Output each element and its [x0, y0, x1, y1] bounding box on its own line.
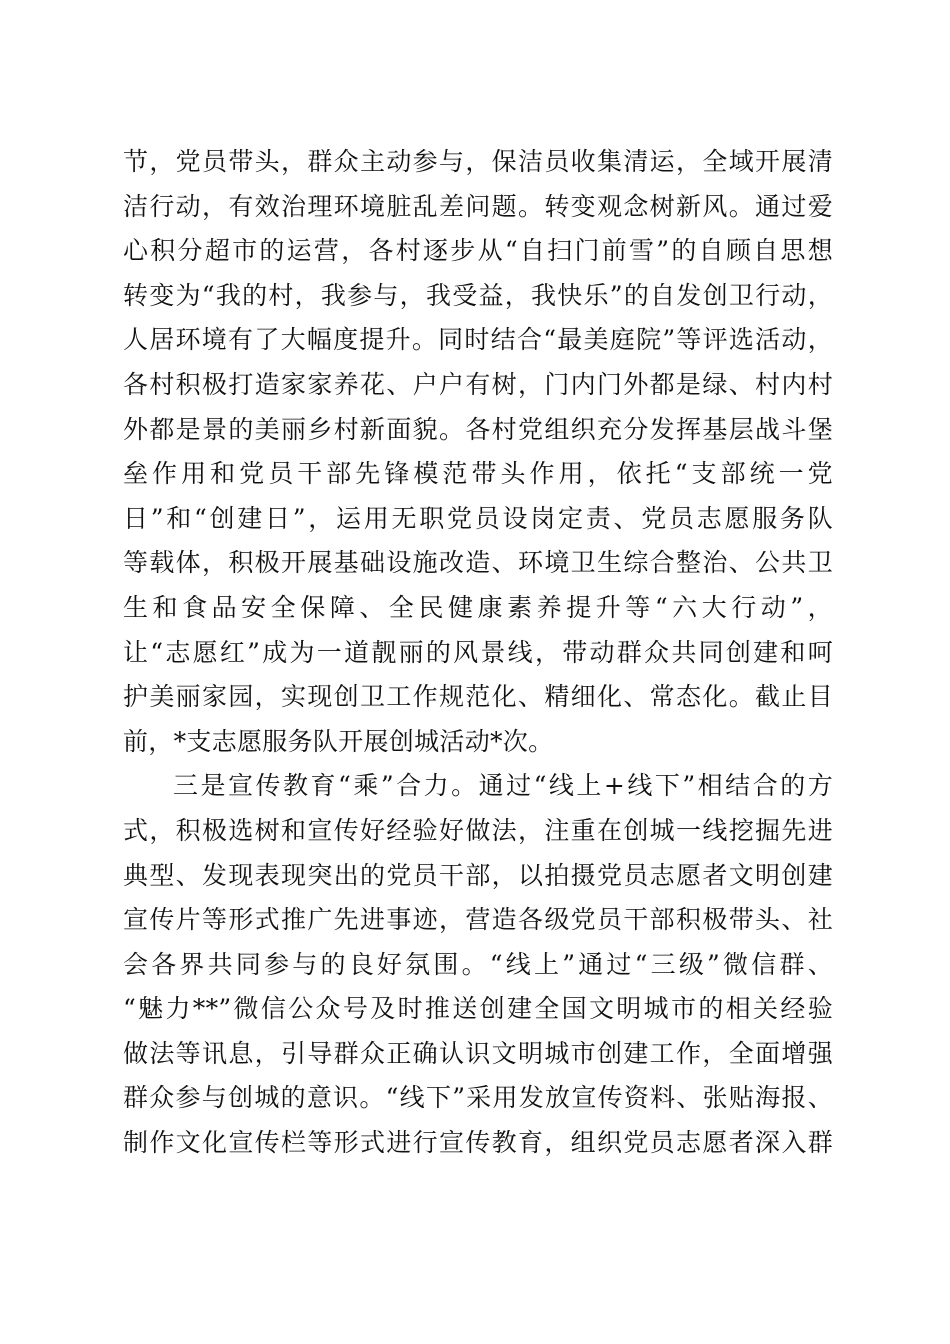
text-line: 三是宣传教育“乘”合力。通过“线上+线下”相结合的方	[173, 771, 833, 801]
text-line: 等载体，积极开展基础设施改造、环境卫生综合整治、公共卫	[123, 548, 833, 578]
text-line: 垒作用和党员干部先锋模范带头作用，依托“支部统一党	[123, 459, 833, 489]
text-line: 外都是景的美丽乡村新面貌。各村党组织充分发挥基层战斗堡	[123, 414, 833, 444]
text-line: 护美丽家园，实现创卫工作规范化、精细化、常态化。截止目	[123, 682, 833, 712]
text-line: “魅力**”微信公众号及时推送创建全国文明城市的相关经验	[123, 994, 833, 1024]
paragraph-1	[123, 140, 833, 764]
text-line: 宣传片等形式推广先进事迹，营造各级党员干部积极带头、社	[123, 905, 833, 935]
text-line: 转变为“我的村，我参与，我受益，我快乐”的自发创卫行动，	[123, 280, 833, 310]
text-line: 会各界共同参与的良好氛围。“线上”通过“三级”微信群、	[123, 949, 833, 979]
text-line: 群众参与创城的意识。“线下”采用发放宣传资料、张贴海报、	[123, 1083, 833, 1113]
text-line: 人居环境有了大幅度提升。同时结合“最美庭院”等评选活动，	[123, 325, 833, 355]
text-line: 心积分超市的运营，各村逐步从“自扫门前雪”的自顾自思想	[123, 236, 833, 266]
body-text	[123, 140, 833, 1166]
text-line: 各村积极打造家家养花、户户有树，门内门外都是绿、村内村	[123, 369, 833, 399]
text-line: 洁行动，有效治理环境脏乱差问题。转变观念树新风。通过爱	[123, 191, 833, 221]
text-line: 典型、发现表现突出的党员干部，以拍摄党员志愿者文明创建	[123, 860, 833, 890]
paragraph-2	[123, 764, 833, 1165]
text-line: 做法等讯息，引导群众正确认识文明城市创建工作，全面增强	[123, 1038, 833, 1068]
text-line: 式，积极选树和宣传好经验好做法，注重在创城一线挖掘先进	[123, 815, 833, 845]
text-line: 前，*支志愿服务队开展创城活动*次。	[123, 726, 554, 756]
text-line: 日”和“创建日”，运用无职党员设岗定责、党员志愿服务队	[123, 503, 833, 533]
text-line: 生和食品安全保障、全民健康素养提升等“六大行动”，	[123, 592, 833, 622]
text-line: 制作文化宣传栏等形式进行宣传教育，组织党员志愿者深入群	[123, 1128, 833, 1158]
text-line: 让“志愿红”成为一道靓丽的风景线，带动群众共同创建和呵	[123, 637, 833, 667]
text-line: 节，党员带头，群众主动参与，保洁员收集清运，全域开展清	[123, 147, 833, 176]
